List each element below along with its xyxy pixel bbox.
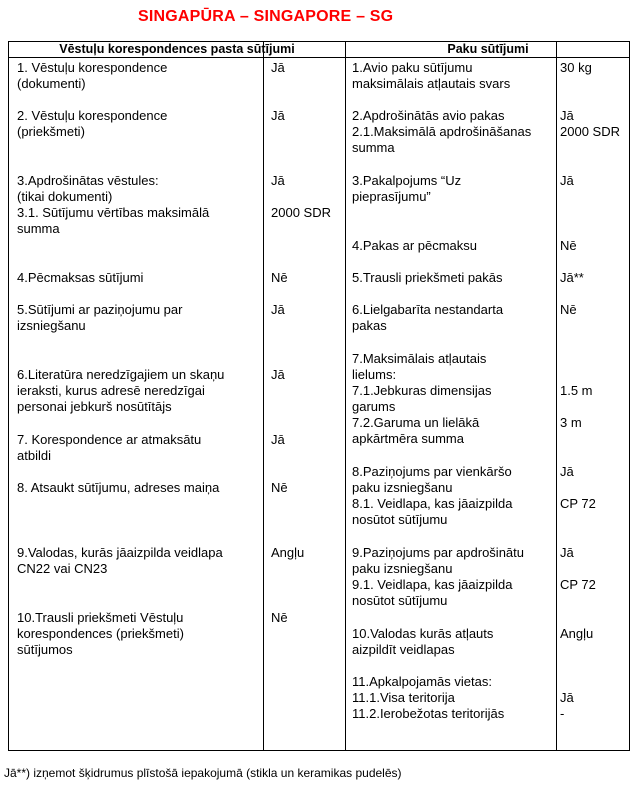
right-item-label: 4.Pakas ar pēcmaksu <box>352 238 478 253</box>
header-parcels: Paku sūtījumi <box>447 42 529 56</box>
right-item-label: 1.Avio paku sūtījumu maksimālais atļautais svars <box>352 60 511 91</box>
right-item-label: 8.Paziņojums par vienkāršo paku izsniegšanu 8.1. Veidlapa, kas jāaizpilda nosūtot sūtījumu <box>352 464 513 527</box>
left-item-value: Jā <box>271 302 285 317</box>
right-item-value: Jā <box>560 173 574 188</box>
right-item-value: Angļu <box>560 626 594 641</box>
right-item-label: 6.Lielgabarīta nestandarta pakas <box>352 302 504 333</box>
left-item-value: Nē <box>271 270 288 285</box>
right-item-value: 30 kg <box>560 60 592 75</box>
left-item-value: Angļu <box>271 545 305 560</box>
left-item-label: 4.Pēcmaksas sūtījumi <box>17 270 144 285</box>
footnote: Jā**) izņemot šķidrumus plīstošā iepakojumā (stikla un keramikas pudelēs) <box>4 766 402 780</box>
left-item-value: Jā <box>271 108 285 123</box>
left-item-label: 3.Apdrošinātas vēstules: (tikai dokumenti) <box>17 173 159 204</box>
left-item-value: Jā <box>271 367 285 382</box>
left-item-value: 2000 SDR <box>271 205 331 220</box>
right-item-label: 5.Trausli priekšmeti pakās <box>352 270 503 285</box>
left-item-value: Nē <box>271 610 288 625</box>
right-item-label: 3.Pakalpojums “Uz pieprasījumu” <box>352 173 462 204</box>
right-item-value: Jā CP 72 <box>560 545 596 592</box>
left-item-label: 6.Literatūra neredzīgajiem un skaņu ieraksti, kurus adresē neredzīgai personai jebkurš nosūtītājs <box>17 367 225 414</box>
right-item-label: 11.Apkalpojamās vietas: 11.1.Visa teritorija 11.2.Ierobežotas teritorijās <box>352 674 505 721</box>
left-item-label: 5.Sūtījumi ar paziņojumu par izsniegšanu <box>17 302 183 333</box>
right-item-value: Jā** <box>560 270 584 285</box>
left-item-value: Jā <box>271 173 285 188</box>
right-item-value: 1.5 m 3 m <box>560 383 593 430</box>
column-divider <box>263 42 264 750</box>
right-item-label: 10.Valodas kurās atļauts aizpildīt veidlapas <box>352 626 494 657</box>
right-item-label: 7.Maksimālais atļautais lielums: 7.1.Jebkuras dimensijas garums 7.2.Garuma un lielākā apkārtmēra summa <box>352 351 492 446</box>
left-item-label: 8. Atsaukt sūtījumu, adreses maiņa <box>17 480 220 495</box>
right-item-value: Jā CP 72 <box>560 464 596 511</box>
left-item-value: Nē <box>271 480 288 495</box>
header-letter-mail: Vēstuļu korespondences pasta sūtījumi <box>59 42 295 56</box>
header-divider <box>9 57 629 58</box>
left-item-value: Jā <box>271 432 285 447</box>
left-item-label: 7. Korespondence ar atmaksātu atbildi <box>17 432 202 463</box>
page-title: SINGAPŪRA – SINGAPORE – SG <box>138 8 394 25</box>
left-item-label: 9.Valodas, kurās jāaizpilda veidlapa CN22 vai CN23 <box>17 545 223 576</box>
left-item-label: 2. Vēstuļu korespondence (priekšmeti) <box>17 108 168 139</box>
right-item-value: Jā - <box>560 690 574 721</box>
right-item-label: 9.Paziņojums par apdrošinātu paku izsniegšanu 9.1. Veidlapa, kas jāaizpilda nosūtot sūtījumu <box>352 545 524 608</box>
left-item-label: 1. Vēstuļu korespondence (dokumenti) <box>17 60 168 91</box>
left-item-value: Jā <box>271 60 285 75</box>
column-divider <box>345 42 346 750</box>
services-table <box>8 41 630 751</box>
right-item-value: Nē <box>560 238 577 253</box>
left-item-label: 3.1. Sūtījumu vērtības maksimālā summa <box>17 205 210 236</box>
right-item-value: Jā 2000 SDR <box>560 108 620 139</box>
right-item-label: 2.Apdrošinātās avio pakas 2.1.Maksimālā apdrošināšanas summa <box>352 108 532 155</box>
right-item-value: Nē <box>560 302 577 317</box>
column-divider <box>556 42 557 750</box>
left-item-label: 10.Trausli priekšmeti Vēstuļu korespondences (priekšmeti) sūtījumos <box>17 610 184 657</box>
